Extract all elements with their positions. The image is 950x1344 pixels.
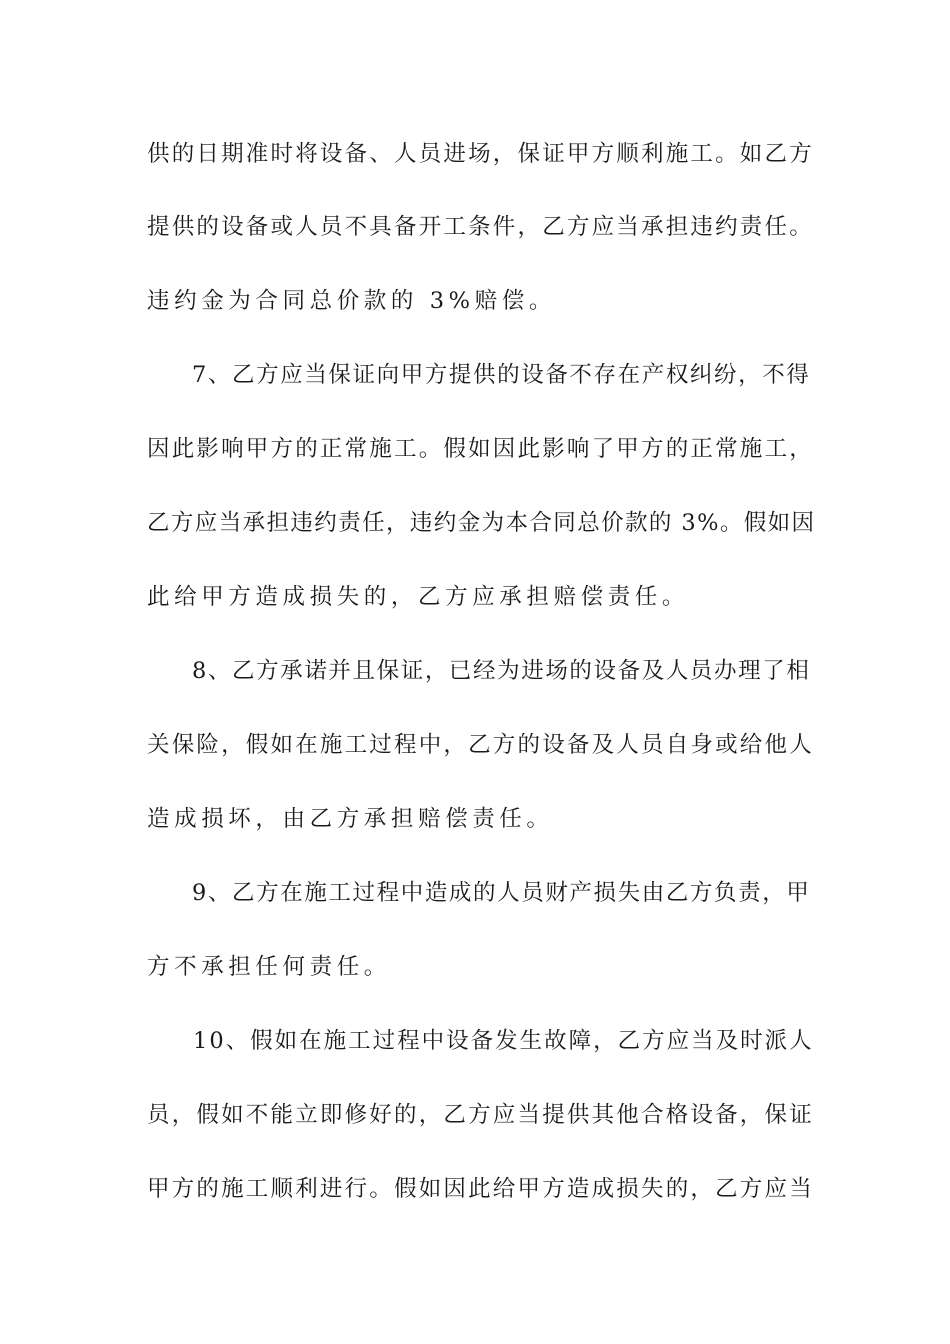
text-line: 提供的设备或人员不具备开工条件，乙方应当承担违约责任。 — [147, 214, 814, 240]
text-line: 甲方的施工顺利进行。假如因此给甲方造成损失的，乙方应当 — [147, 1176, 814, 1202]
text-line: 方不承担任何责任。 — [147, 954, 391, 980]
paragraph-10-start: 10、假如在施工过程中设备发生故障，乙方应当及时派人 — [193, 1028, 814, 1054]
text-line: 关保险，假如在施工过程中，乙方的设备及人员自身或给他人 — [147, 732, 814, 758]
paragraph-7-start: 7、乙方应当保证向甲方提供的设备不存在产权纠纷，不得 — [192, 362, 811, 388]
text-line: 因此影响甲方的正常施工。假如因此影响了甲方的正常施工， — [147, 436, 814, 462]
text-line: 此给甲方造成损失的，乙方应承担赔偿责任。 — [147, 584, 690, 610]
text-line: 乙方应当承担违约责任，违约金为本合同总价款的 3%。假如因 — [147, 510, 816, 536]
text-line: 造成损坏，由乙方承担赔偿责任。 — [147, 806, 554, 832]
paragraph-9-start: 9、乙方在施工过程中造成的人员财产损失由乙方负责，甲 — [192, 880, 811, 906]
text-line: 员，假如不能立即修好的，乙方应当提供其他合格设备，保证 — [147, 1102, 814, 1128]
paragraph-8-start: 8、乙方承诺并且保证，已经为进场的设备及人员办理了相 — [192, 658, 811, 684]
text-line: 违约金为合同总价款的 3%赔偿。 — [147, 288, 556, 314]
text-line: 供的日期准时将设备、人员进场，保证甲方顺利施工。如乙方 — [147, 141, 814, 167]
